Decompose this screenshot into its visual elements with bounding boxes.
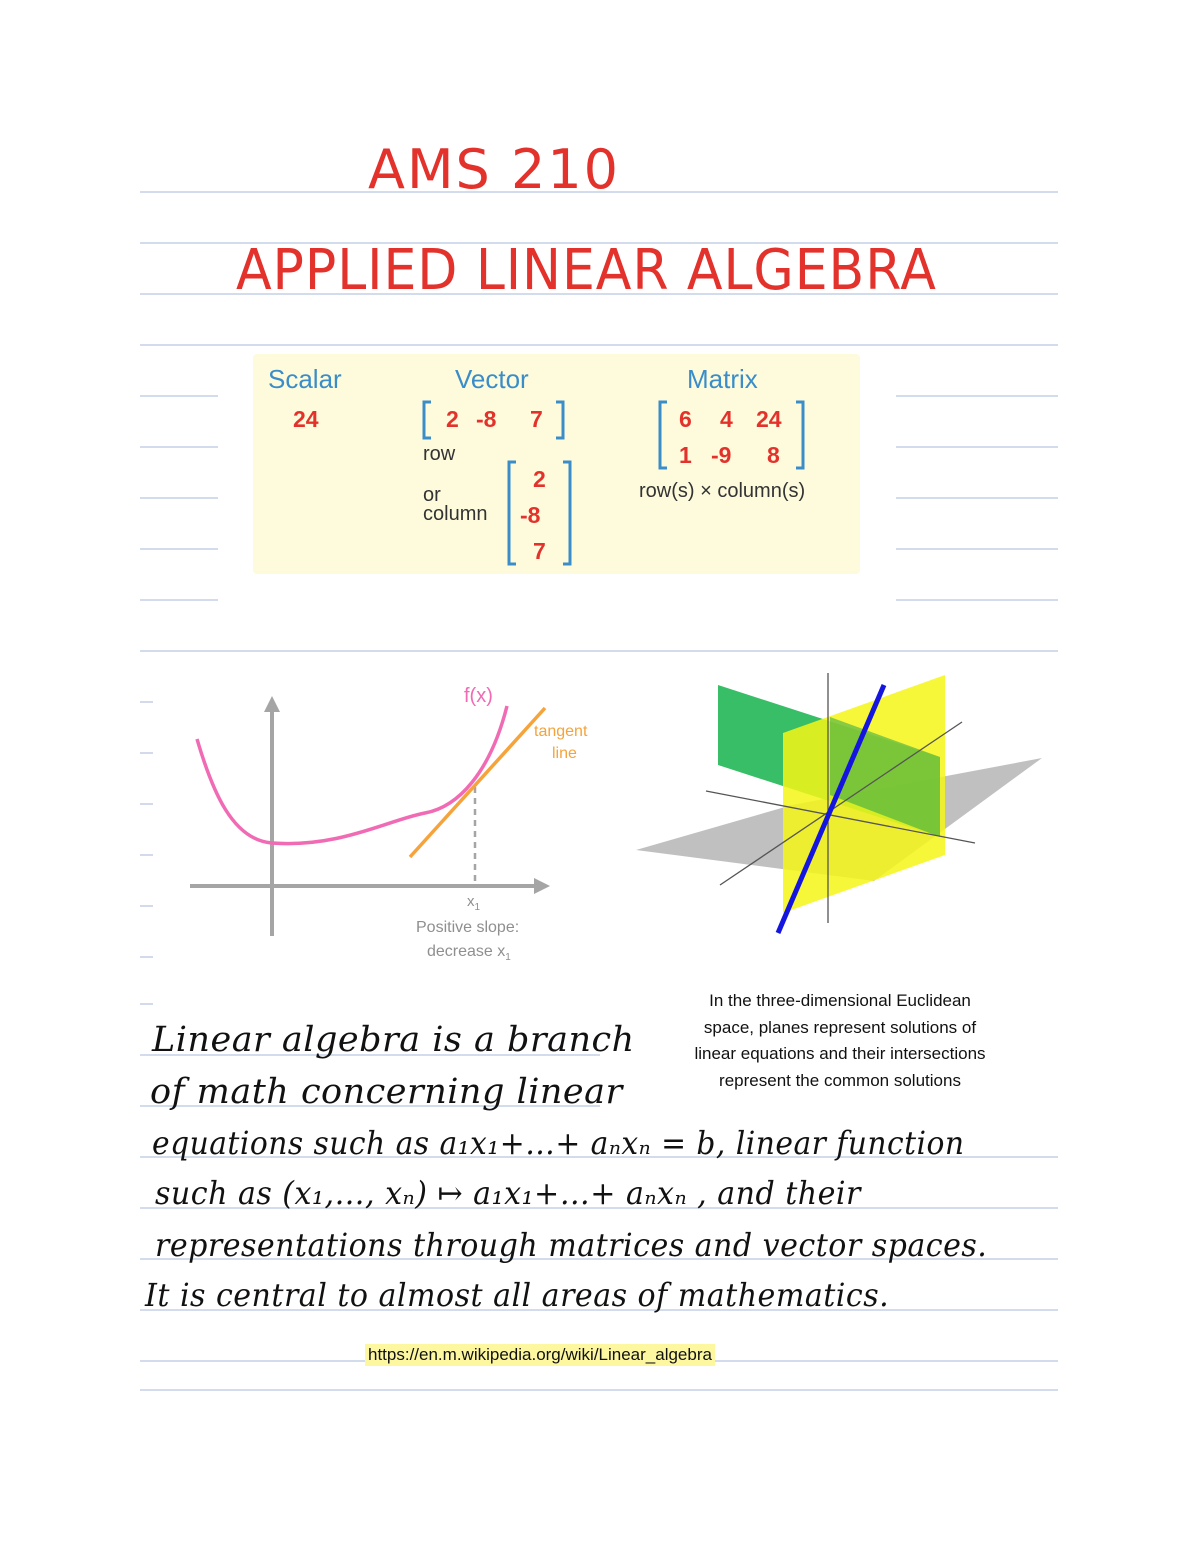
planes-caption-line-1: In the three-dimensional Euclidean <box>709 991 971 1010</box>
slope-label-sub: 1 <box>505 952 511 963</box>
scalar-vector-matrix-panel <box>253 354 860 574</box>
x-axis-arrow <box>534 878 550 894</box>
matrix-r2-c3: 8 <box>767 442 780 468</box>
vector-row-value-3: 7 <box>530 406 543 432</box>
vector-column-value-3: 7 <box>533 538 546 564</box>
tangent-label-line-1: tangent <box>534 723 588 740</box>
vector-row-value-1: 2 <box>446 406 459 432</box>
matrix-r2-c1: 1 <box>679 442 692 468</box>
x1-label-sub: 1 <box>474 902 481 913</box>
panel-brackets <box>253 354 860 574</box>
planes-caption <box>640 988 1040 1094</box>
matrix-r1-c1: 6 <box>679 406 692 432</box>
tangent-line-figure <box>180 670 620 970</box>
matrix-r1-c2: 4 <box>720 406 733 432</box>
vector-row-label: row <box>423 443 456 465</box>
slope-label-line-1: Positive slope: <box>416 919 520 936</box>
handwritten-line-6: It is central to almost all areas of mathematics. <box>145 1276 890 1314</box>
y-axis-arrow <box>264 696 280 712</box>
planes-caption-line-2: space, planes represent solutions of <box>703 1017 977 1037</box>
column-vector-right-bracket <box>563 462 570 564</box>
matrix-r1-c3: 24 <box>756 406 782 432</box>
planes-caption-line-4: represent the common solutions <box>719 1070 961 1090</box>
tangent-label-line-2: line <box>552 745 577 762</box>
title-line-2: APPLIED LINEAR ALGEBRA <box>236 238 937 303</box>
planes-caption-line-3: linear equations and their intersections <box>694 1044 986 1063</box>
x1-label-main: x <box>467 893 475 910</box>
vector-column-value-1: 2 <box>533 466 546 492</box>
slope-label-line-2 <box>427 943 511 963</box>
slope-label-main: decrease x <box>427 943 506 960</box>
vector-column-value-2: -8 <box>520 502 541 528</box>
vector-or-label: or <box>423 484 441 506</box>
handwritten-line-5: representations through matrices and vector spaces. <box>155 1226 988 1264</box>
matrix-caption: row(s) × column(s) <box>639 480 806 502</box>
function-curve <box>197 706 507 844</box>
handwritten-line-2: of math concerning linear <box>150 1072 623 1112</box>
scalar-value: 24 <box>293 406 319 432</box>
scalar-heading: Scalar <box>268 364 342 394</box>
row-vector-left-bracket <box>424 402 431 438</box>
vector-heading: Vector <box>455 364 529 394</box>
vector-column-label: column <box>423 503 488 525</box>
vector-row-value-2: -8 <box>476 406 497 432</box>
source-link[interactable]: https://en.m.wikipedia.org/wiki/Linear_algebra <box>365 1344 715 1366</box>
handwritten-line-3: equations such as a₁x₁+…+ aₙxₙ = b, linear function <box>152 1124 965 1162</box>
matrix-heading: Matrix <box>687 364 758 394</box>
tangent-line <box>410 708 545 857</box>
handwritten-line-4: such as (x₁,…, xₙ) ↦ a₁x₁+…+ aₙxₙ , and their <box>155 1174 861 1212</box>
title-line-1: AMS 210 <box>368 138 621 201</box>
planes-intersection-figure <box>630 665 1050 940</box>
matrix-r2-c2: -9 <box>711 442 732 468</box>
column-vector-left-bracket <box>509 462 516 564</box>
matrix-right-bracket <box>796 402 803 468</box>
handwritten-line-1: Linear algebra is a branch <box>152 1020 635 1060</box>
x1-label <box>467 893 481 913</box>
curve-label: f(x) <box>464 685 493 707</box>
row-vector-right-bracket <box>556 402 563 438</box>
matrix-left-bracket <box>660 402 667 468</box>
